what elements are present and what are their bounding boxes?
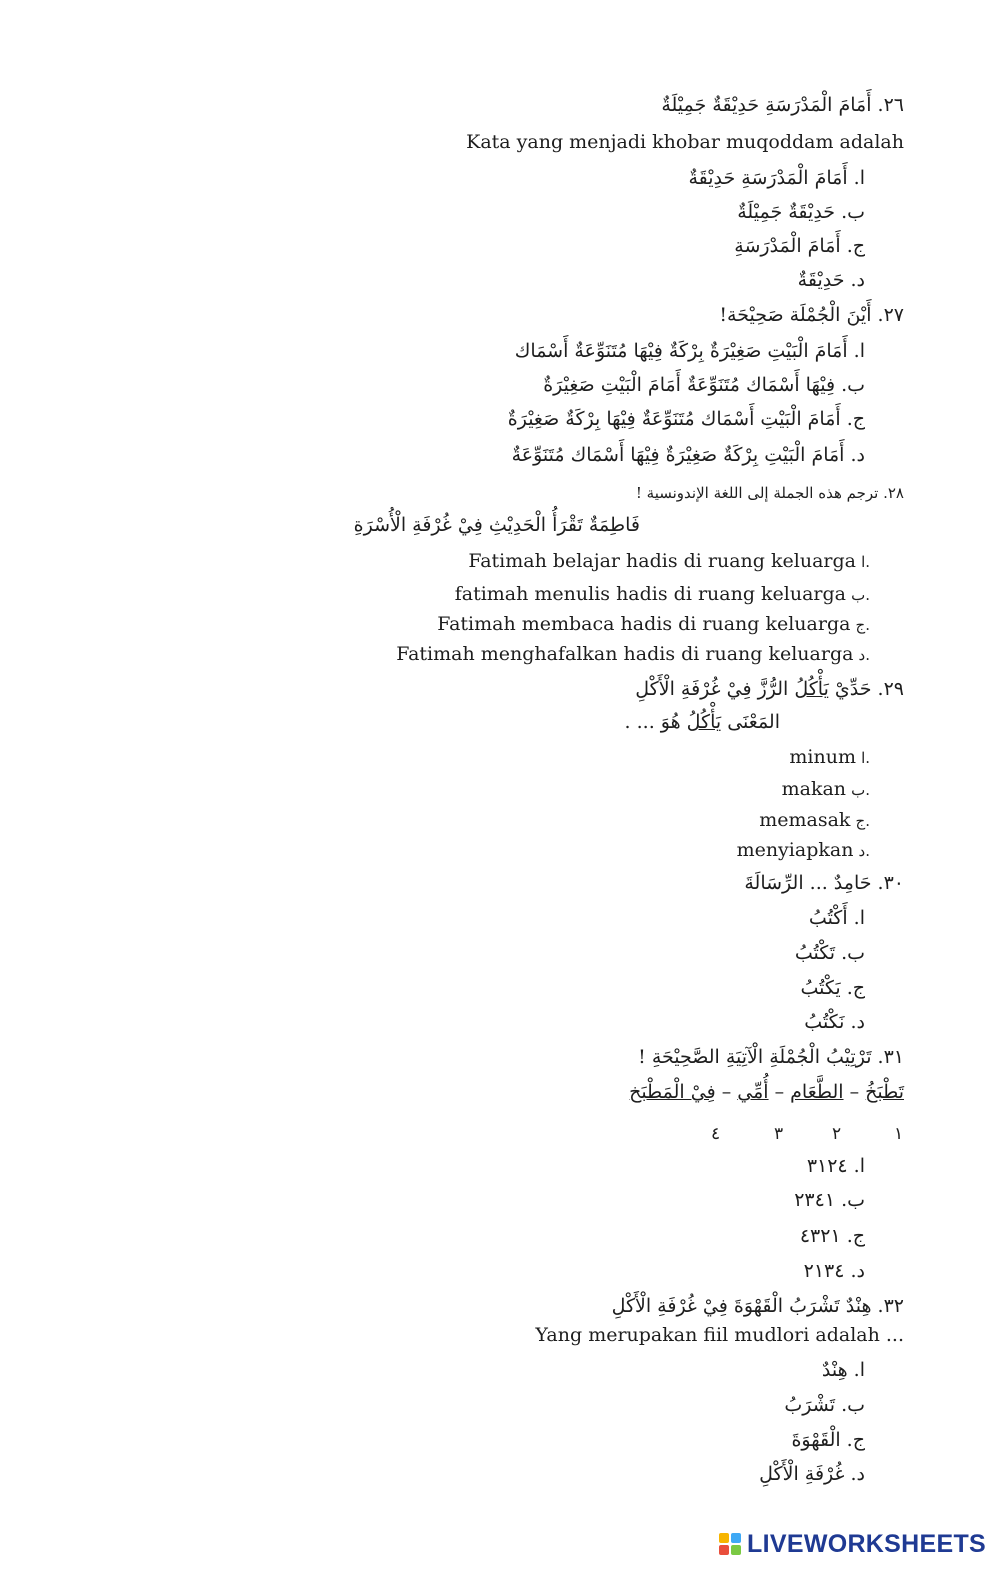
question-27: ٢٧. أَيْنَ الْجُمْلَة صَحِيْحَة! xyxy=(719,304,904,326)
q28-option-c[interactable] xyxy=(437,615,870,634)
question-32: ٣٢. هِنْدٌ تَشْرَبُ الْقَهْوَةَ فِيْ غُرْفَةِ الْأَكْلِ xyxy=(611,1295,904,1317)
q30-option-d[interactable]: د. نَكْتُبُ xyxy=(804,1011,865,1033)
q26-option-a[interactable]: ا. أَمَامَ الْمَدْرَسَةِ حَدِيْقَةٌ xyxy=(688,167,865,189)
q31-option-c[interactable]: ج. ٤٣٢١ xyxy=(799,1225,865,1247)
q27-option-d[interactable]: د. أَمَامَ الْبَيْتِ بِرْكَةٌ صَغِيْرَةٌ فِيْهَا أَسْمَاك مُتَنَوِّعَةٌ xyxy=(511,444,865,466)
logo-square-2 xyxy=(731,1533,741,1543)
q30-option-b[interactable]: ب. تَكْتُبُ xyxy=(794,942,865,964)
q28-option-a[interactable] xyxy=(468,552,870,571)
separator: – xyxy=(768,1081,791,1103)
option-text: Fatimah belajar hadis di ruang keluarga xyxy=(468,550,856,572)
word-number-3: ٣ xyxy=(774,1124,784,1144)
word-3: أُمِّي xyxy=(737,1081,769,1103)
option-marker: .د xyxy=(858,646,870,664)
question-28: ٢٨. ترجم هذه الجملة إلى اللغة الإندونسية ! xyxy=(635,484,904,502)
q26-option-b[interactable]: ب. حَدِيْقَةٌ جَمِيْلَةٌ xyxy=(737,201,865,223)
option-text: fatimah menulis hadis di ruang keluarga xyxy=(454,583,847,605)
q31-option-d[interactable]: د. ٢١٣٤ xyxy=(803,1260,865,1282)
logo-square-3 xyxy=(719,1545,729,1555)
option-marker: .ا xyxy=(861,553,870,571)
option-text: memasak xyxy=(759,809,851,831)
liveworksheets-logo-icon xyxy=(719,1533,741,1555)
question-32-instruction: Yang merupakan fiil mudlori adalah ... xyxy=(535,1324,904,1346)
q27-option-b[interactable]: ب. فِيْهَا أَسْمَاك مُتَنَوِّعَةٌ أَمَامَ الْبَيْتِ صَغِيْرَةٌ xyxy=(543,374,865,396)
q27-option-c[interactable]: ج. أَمَامَ الْبَيْتِ أَسْمَاك مُتَنَوِّعَةٌ فِيْهَا بِرْكَةٌ صَغِيْرَةٌ xyxy=(507,408,865,430)
question-29-meaning: المَعْنَى يَأْكُلُ هُوَ ... . xyxy=(624,711,780,733)
option-marker: .ب xyxy=(851,586,870,604)
option-text: Fatimah membaca hadis di ruang keluarga xyxy=(437,613,851,635)
option-text: minum xyxy=(789,746,856,768)
word-number-2: ٢ xyxy=(832,1124,842,1144)
underlined-verb: يَأْكُلُ xyxy=(794,678,829,700)
separator: – xyxy=(843,1081,866,1103)
option-text: makan xyxy=(781,778,847,800)
option-marker: .ب xyxy=(851,781,870,799)
q32-option-c[interactable]: ج. الْقَهْوَةَ xyxy=(791,1429,865,1451)
option-marker: .ج xyxy=(855,616,870,634)
q30-option-c[interactable]: ج. يَكْتُبُ xyxy=(800,977,865,999)
q28-option-d[interactable] xyxy=(396,645,870,664)
logo-square-4 xyxy=(731,1545,741,1555)
q32-option-a[interactable]: ا. هِنْدٌ xyxy=(821,1359,865,1381)
q29-option-a[interactable] xyxy=(789,748,870,767)
logo-square-1 xyxy=(719,1533,729,1543)
option-text: Fatimah menghafalkan hadis di ruang keluarga xyxy=(396,643,854,665)
separator: – xyxy=(715,1081,738,1103)
option-marker: .ا xyxy=(861,749,870,767)
question-31: ٣١. تَرْتِيْبُ الْجُمْلَةِ الْآتِيَةِ الصَّحِيْحَةِ ! xyxy=(638,1046,904,1068)
q29-option-d[interactable] xyxy=(737,841,870,860)
underlined-verb: يَأْكُلُ xyxy=(686,711,722,733)
q26-option-d[interactable]: د. حَدِيْقَةٌ xyxy=(797,269,865,291)
brand-name: LIVEWORKSHEETS xyxy=(747,1529,986,1558)
word-number-1: ١ xyxy=(894,1124,904,1144)
question-30: ٣٠. حَامِدٌ ... الرِّسَالَةَ xyxy=(744,872,904,894)
q29-option-b[interactable] xyxy=(782,780,870,799)
word-order-row xyxy=(629,1083,904,1102)
question-26-instruction: Kata yang menjadi khobar muqoddam adalah xyxy=(466,131,904,153)
q31-option-a[interactable]: ا. ٣١٢٤ xyxy=(806,1155,865,1177)
word-1: تَطْبَخُ xyxy=(865,1081,904,1103)
word-2: الطَّعَام xyxy=(790,1081,844,1103)
q32-option-d[interactable]: د. غُرْفَةِ الْأَكْلِ xyxy=(759,1463,865,1485)
q27-option-a[interactable]: ا. أَمَامَ الْبَيْتِ صَغِيْرَةٌ بِرْكَةٌ فِيْهَا مُتَنَوِّعَةٌ أَسْمَاك xyxy=(514,340,865,362)
q32-option-b[interactable]: ب. تَشْرَبُ xyxy=(784,1394,865,1416)
word-4: فِيْ الْمَطْبَخ xyxy=(629,1081,716,1103)
q26-option-c[interactable]: ج. أَمَامَ الْمَدْرَسَةِ xyxy=(734,235,865,257)
question-28-sentence: فَاطِمَةٌ تَقْرَأُ الْحَدِيْثِ فِيْ غُرْفَةِ الْأُسْرَةِ xyxy=(353,514,640,536)
q29-option-c[interactable] xyxy=(759,811,870,830)
liveworksheets-footer xyxy=(719,1531,986,1557)
q30-option-a[interactable]: ا. أَكْتُبُ xyxy=(808,907,865,929)
q31-option-b[interactable]: ب. ٢٣٤١ xyxy=(794,1189,865,1211)
word-number-4: ٤ xyxy=(711,1124,721,1144)
q28-option-b[interactable] xyxy=(455,585,870,604)
option-text: menyiapkan xyxy=(736,839,854,861)
option-marker: .ج xyxy=(855,812,870,830)
question-29: ٢٩. حَدِّيْ يَأْكُلُ الرُّزَّ فِيْ غُرْفَةِ الْأَكْلِ xyxy=(635,678,904,700)
option-marker: .د xyxy=(858,842,870,860)
question-26: ٢٦. أَمَامَ الْمَدْرَسَةِ حَدِيْقَةٌ جَمِيْلَةٌ xyxy=(661,94,904,116)
